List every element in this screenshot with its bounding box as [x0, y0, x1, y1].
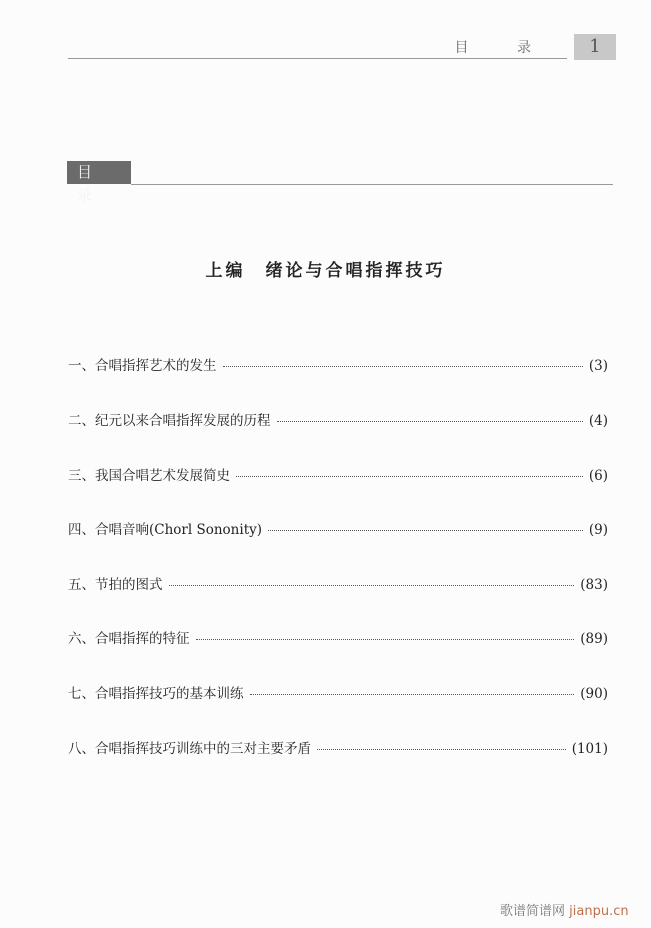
watermark: [500, 900, 629, 919]
toc-entry[interactable]: [68, 682, 608, 702]
page-number: 1: [574, 34, 616, 60]
section-label: 目 录: [67, 161, 131, 184]
toc-entry-title: 六、合唱指挥的特征: [68, 631, 190, 647]
toc-entry-page: (101): [571, 741, 608, 757]
toc-entry-page: (3): [588, 358, 608, 374]
toc-entry-title: 四、合唱音响(Chorl Sononity): [68, 522, 263, 538]
toc-entry[interactable]: [68, 409, 608, 429]
part-name: 绪论与合唱指挥技巧: [265, 261, 446, 281]
toc-entry-title: 三、我国合唱艺术发展简史: [68, 468, 230, 484]
toc-entry-page: (6): [588, 468, 608, 484]
toc-entry[interactable]: [68, 518, 608, 538]
toc-entry-page: (9): [588, 522, 608, 538]
running-header: [68, 37, 567, 59]
section-divider: [131, 184, 613, 185]
toc-entry-title: 一、合唱指挥艺术的发生: [68, 358, 217, 374]
watermark-url: jianpu.cn: [569, 904, 629, 919]
running-header-title: 目 录: [454, 40, 553, 56]
leader-dots: [223, 366, 583, 367]
leader-dots: [169, 585, 575, 586]
toc-entry-page: (89): [580, 631, 608, 647]
toc-entry-page: (90): [580, 686, 608, 702]
leader-dots: [196, 639, 575, 640]
toc-entry[interactable]: [68, 737, 608, 757]
toc-entry-page: (83): [580, 577, 608, 593]
leader-dots: [250, 694, 575, 695]
leader-dots: [317, 749, 566, 750]
toc-entry-title: 七、合唱指挥技巧的基本训练: [68, 686, 244, 702]
toc-entry-title: 五、节拍的图式: [68, 577, 163, 593]
toc-entry[interactable]: [68, 464, 608, 484]
leader-dots: [268, 530, 583, 531]
toc-entry-page: (4): [588, 413, 608, 429]
part-prefix: 上编: [205, 261, 246, 281]
part-title: [0, 256, 651, 281]
toc-entry[interactable]: [68, 627, 608, 647]
toc-entry-title: 二、纪元以来合唱指挥发展的历程: [68, 413, 271, 429]
toc-entry-title: 八、合唱指挥技巧训练中的三对主要矛盾: [68, 741, 311, 757]
leader-dots: [236, 476, 583, 477]
leader-dots: [277, 421, 583, 422]
watermark-text: 歌谱简谱网: [500, 904, 566, 919]
toc-entry[interactable]: [68, 354, 608, 374]
toc-entry[interactable]: [68, 573, 608, 593]
